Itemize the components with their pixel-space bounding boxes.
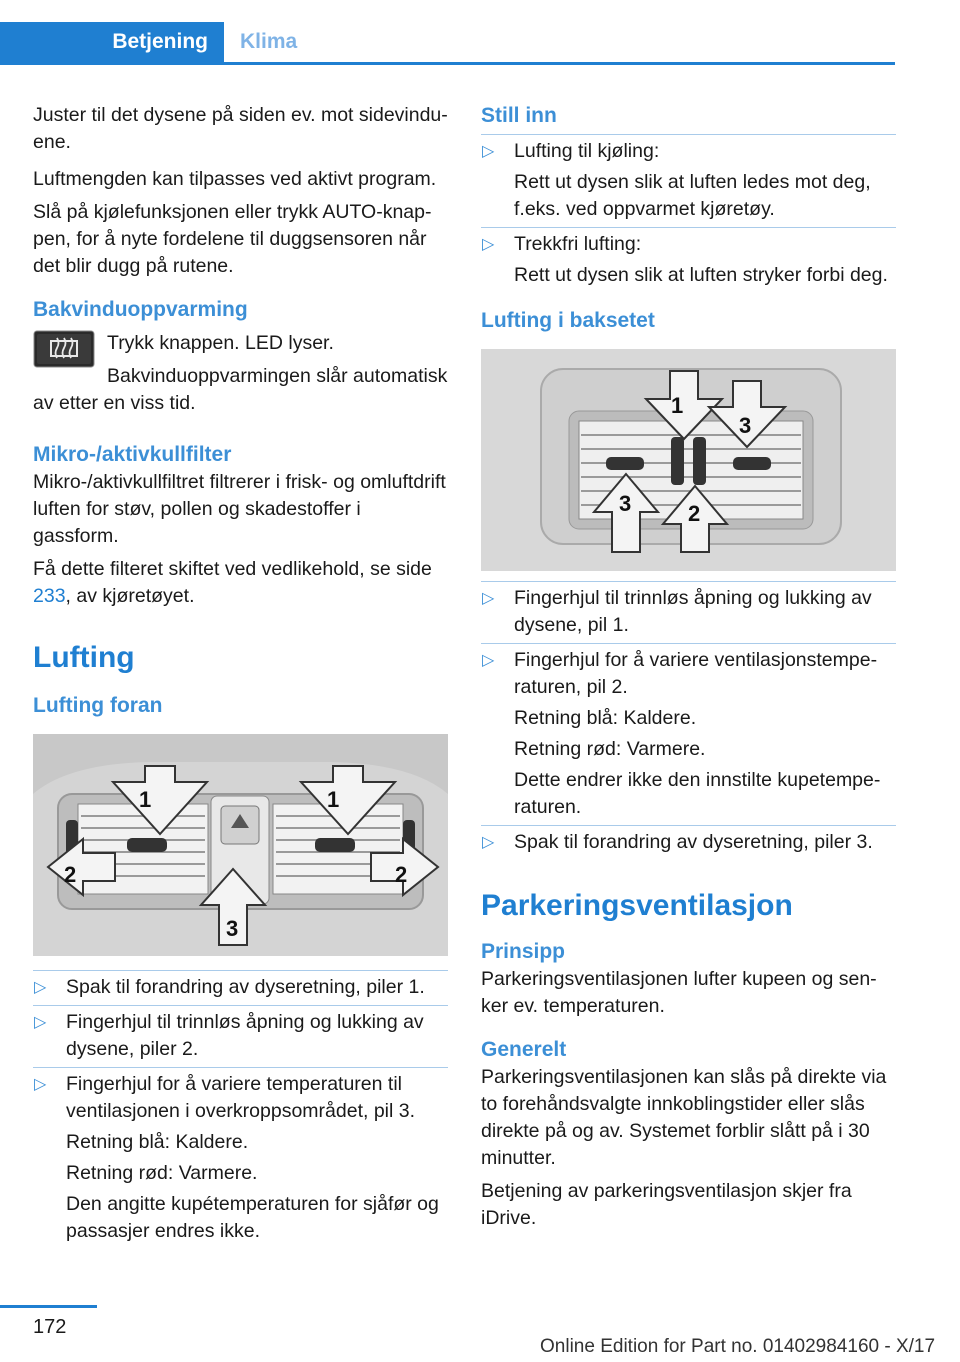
bullet-triangle-icon: ▷: [34, 1076, 47, 1093]
list-item: [481, 825, 896, 860]
heading-prinsipp: Prinsipp: [481, 940, 566, 963]
arrow-label: 1: [327, 787, 340, 812]
bullet-triangle-icon: ▷: [482, 143, 495, 160]
list-item: [33, 1067, 448, 1249]
text: Få dette filteret skiftet ved vedlikehold, se side: [33, 558, 432, 580]
still-inn-list: [481, 134, 896, 293]
list-item-text: Spak til forandring av dyseretning, piler 3.: [514, 831, 873, 853]
list-sub-text: Rett ut dysen slik at luften stryker forbi deg.: [514, 264, 888, 286]
list-sub-text: Retning rød: Varmere.: [514, 738, 706, 760]
heading-lufting-i-baksetet: Lufting i baksetet: [481, 309, 655, 332]
heading-parkeringsventilasjon: Parkeringsventilasjon: [481, 889, 793, 922]
page-link-233[interactable]: 233: [33, 585, 66, 607]
list-item: [33, 970, 448, 1005]
tab-betjening[interactable]: Betjening: [0, 22, 224, 62]
heading-lufting-foran: Lufting foran: [33, 694, 163, 717]
edition-note: Online Edition for Part no. 01402984160 - X/17: [540, 1336, 936, 1357]
chapter-tabbar: [0, 22, 895, 65]
rear-vents-photo: [481, 349, 896, 571]
footer-rule: [0, 1305, 97, 1308]
left-column: [33, 102, 448, 1249]
paragraph: Slå på kjølefunksjonen eller trykk AUTO-knappen, for å nyte fordelene til duggsensoren når det blir dugg på rutene.: [33, 201, 432, 277]
bullet-triangle-icon: ▷: [34, 1014, 47, 1031]
paragraph: Juster til det dysene på siden ev. mot sidevinduene.: [33, 104, 448, 153]
arrow-label: 3: [739, 413, 752, 438]
paragraph: Luftmengden kan tilpasses ved aktivt program.: [33, 168, 437, 190]
lufting-foran-list: [33, 970, 448, 1249]
list-item: [481, 581, 896, 643]
bullet-triangle-icon: ▷: [482, 236, 495, 253]
bullet-triangle-icon: ▷: [34, 979, 47, 996]
heading-generelt: Generelt: [481, 1038, 567, 1061]
list-sub-text: Retning blå: Kaldere.: [66, 1131, 249, 1153]
list-item: [33, 1005, 448, 1067]
list-item-text: Fingerhjul til trinnløs åpning og lukking av dysene, pil 1.: [514, 587, 872, 636]
list-sub-text: Retning blå: Kaldere.: [514, 707, 697, 729]
front-vents-photo: [33, 734, 448, 956]
heading-lufting: Lufting: [33, 641, 135, 674]
list-item-text: Lufting til kjøling:: [514, 140, 660, 162]
right-column: [481, 102, 896, 1238]
arrow-label: 1: [671, 393, 684, 418]
paragraph: Parkeringsventilasjonen lufter kupeen og senker ev. temperaturen.: [481, 968, 877, 1017]
list-item-text: Spak til forandring av dyseretning, piler 1.: [66, 976, 425, 998]
arrow-label: 3: [619, 491, 632, 516]
arrow-label: 2: [688, 501, 701, 526]
rear-defrost-button-icon: [33, 330, 95, 368]
list-sub-text: Retning rød: Varmere.: [66, 1162, 258, 1184]
list-item-text: Fingerhjul til trinnløs åpning og lukking av dysene, piler 2.: [66, 1011, 424, 1060]
paragraph: Mikro-/aktivkullfiltret filtrerer i frisk- og omluftdrift luften for støv, pollen og skadestoffer i gassform.: [33, 471, 446, 547]
list-item-text: Fingerhjul for å variere ventilasjonstemperaturen, pil 2.: [514, 649, 878, 698]
list-item: [481, 227, 896, 293]
list-item: [481, 643, 896, 825]
list-item-text: Trekkfri lufting:: [514, 233, 642, 255]
heading-still-inn: Still inn: [481, 104, 557, 127]
paragraph: Trykk knappen. LED lyser.: [107, 332, 334, 354]
list-item-text: Fingerhjul for å variere temperaturen til ventilasjonen i overkroppsområdet, pil 3.: [66, 1073, 416, 1122]
paragraph: [33, 556, 448, 610]
heading-bakvinduoppvarming: Bakvinduoppvarming: [33, 298, 248, 321]
lufting-baksetet-list: [481, 581, 896, 860]
paragraph: Parkeringsventilasjonen kan slås på direkte via to forehåndsvalgte innkoblingstider eller slås direkte på og av. Systemet forblir slått på i 30 minutter.: [481, 1066, 887, 1169]
list-sub-text: Dette endrer ikke den innstilte kupetemperaturen.: [514, 769, 881, 818]
list-item: [481, 134, 896, 227]
arrow-label: 2: [64, 862, 77, 887]
tab-klima[interactable]: Klima: [240, 30, 298, 53]
heading-mikro-aktivkullfilter: Mikro-/aktivkullfilter: [33, 443, 232, 466]
bullet-triangle-icon: ▷: [482, 652, 495, 669]
paragraph: Betjening av parkeringsventilasjon skjer fra iDrive.: [481, 1180, 852, 1229]
paragraph: Bakvinduoppvarmingen slår automatisk av etter en viss tid.: [33, 365, 448, 414]
bullet-triangle-icon: ▷: [482, 834, 495, 851]
list-sub-text: Rett ut dysen slik at luften ledes mot deg, f.eks. ved oppvarmet kjøretøy.: [514, 171, 871, 220]
bakvindu-section: [33, 330, 448, 417]
arrow-label: 2: [395, 862, 408, 887]
bullet-triangle-icon: ▷: [482, 590, 495, 607]
page-number: 172: [33, 1316, 67, 1338]
text: , av kjøretøyet.: [65, 585, 195, 607]
list-sub-text: Den angitte kupétemperaturen for sjåfør og passasjer endres ikke.: [66, 1193, 439, 1242]
arrow-label: 3: [226, 916, 239, 941]
arrow-label: 1: [139, 787, 152, 812]
